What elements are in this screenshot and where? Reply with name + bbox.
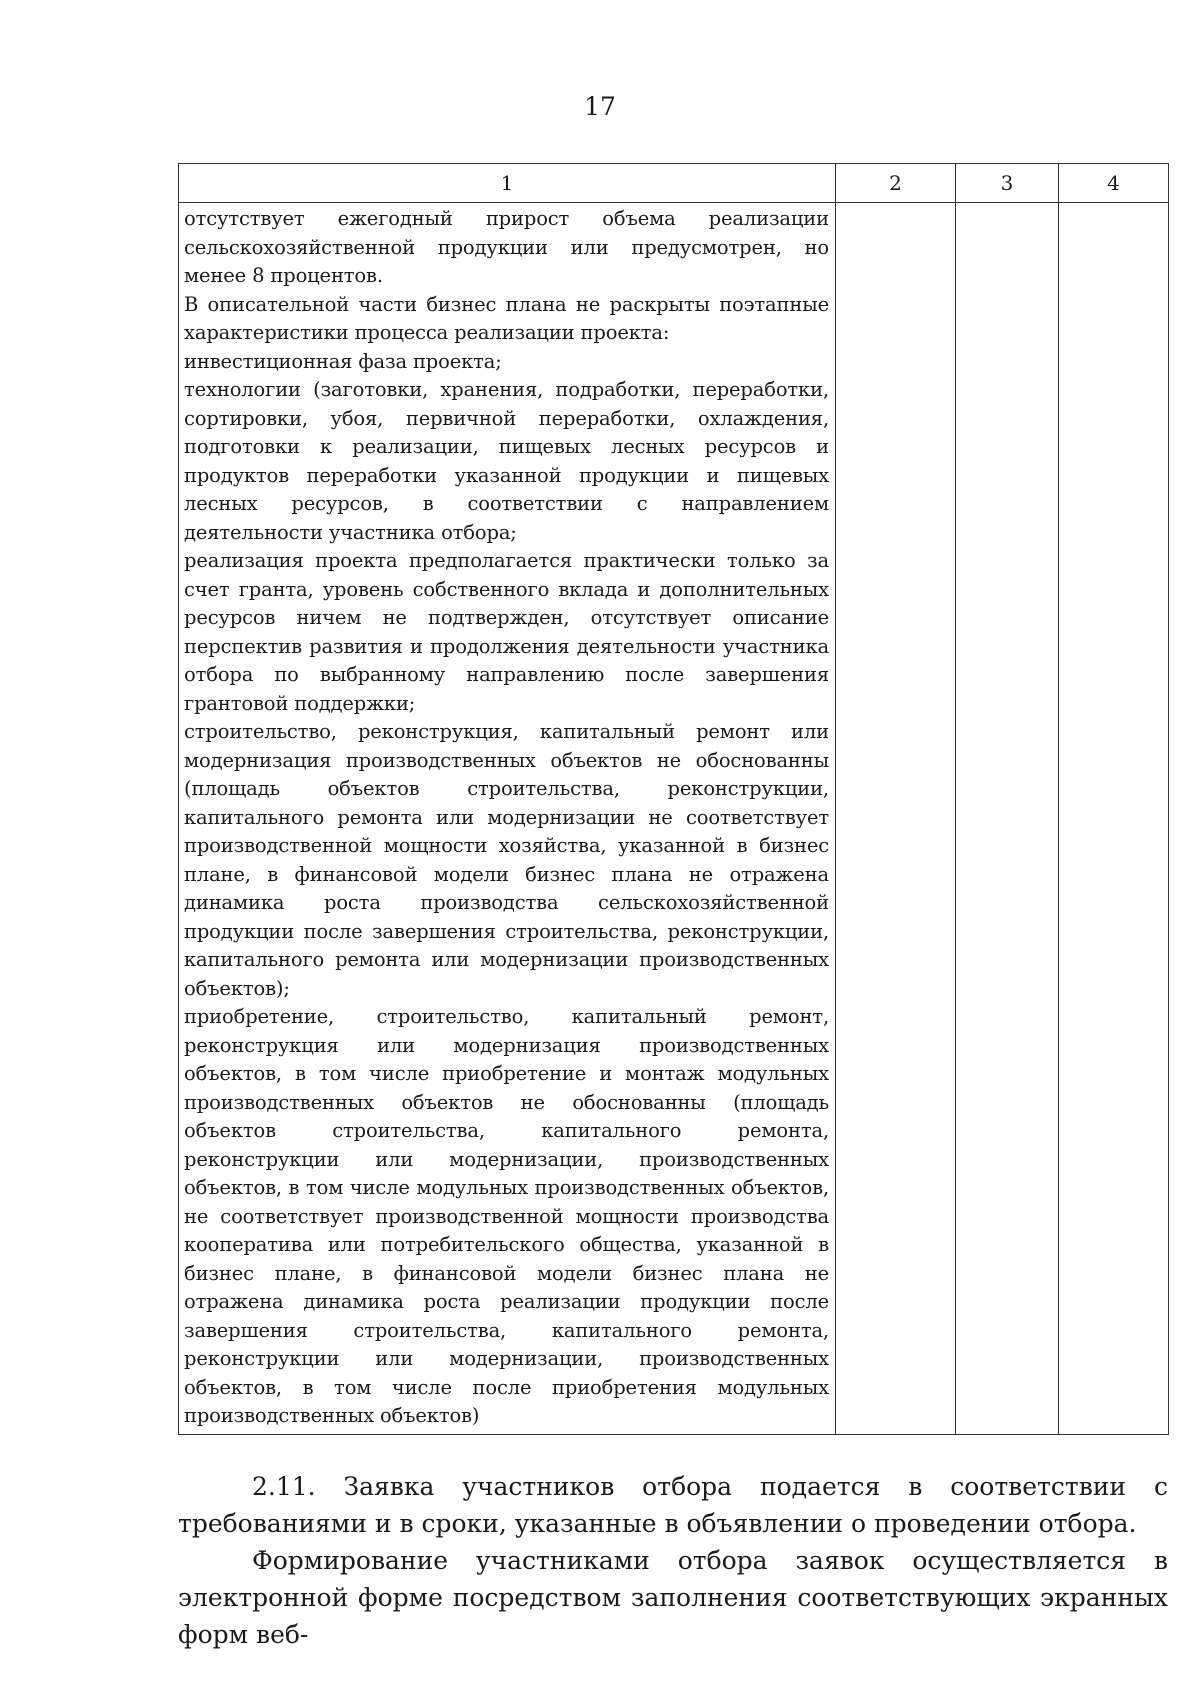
table-row (179, 203, 1169, 1435)
body-text (178, 1468, 1168, 1653)
criteria-paragraph: реализация проекта предполагается практически только за счет гранта, уровень собственного вклада и дополнительных ресурсов ничем не подтвержден, отсутствует описание перспектив развития и продолжения деятельности участника отбора по выбранному направлению после завершения грантовой поддержки; (184, 549, 829, 715)
page-number: 17 (584, 92, 616, 121)
table-header-row (179, 164, 1169, 203)
empty-cell-2 (836, 203, 956, 1435)
empty-cell-3 (956, 203, 1059, 1435)
criteria-paragraph: отсутствует ежегодный прирост объема реализации сельскохозяйственной продукции или предусмотрен, но менее 8 процентов. (184, 207, 829, 287)
body-paragraph: 2.11. Заявка участников отбора подается в соответствии с требованиями и в сроки, указанные в объявлении о проведении отбора. (178, 1472, 1168, 1538)
criteria-paragraph: технологии (заготовки, хранения, подработки, переработки, сортировки, убоя, первичной переработки, охлаждения, подготовки к реализации, пищевых лесных ресурсов и продуктов переработки указанной продукции и пищевых лесных ресурсов, в соответствии с направлением деятельности участника отбора; (184, 378, 829, 544)
criteria-paragraph: строительство, реконструкция, капитальный ремонт или модернизация производственных объектов не обоснованны (площадь объектов строительства, реконструкции, капитального ремонта или модернизации не соответствует производственной мощности хозяйства, указанной в бизнес плане, в финансовой модели бизнес плана не отражена динамика роста производства сельскохозяйственной продукции после завершения строительства, реконструкции, капитального ремонта или модернизации производственных объектов); (184, 720, 829, 1000)
criteria-paragraph: инвестиционная фаза проекта; (184, 349, 502, 373)
criteria-table (178, 163, 1169, 1435)
column-header-2: 2 (836, 164, 956, 203)
column-header-3: 3 (956, 164, 1059, 203)
column-header-1: 1 (179, 164, 836, 203)
body-paragraph: Формирование участниками отбора заявок осуществляется в электронной форме посредством заполнения соответствующих экранных форм веб- (178, 1546, 1168, 1649)
criteria-cell (179, 203, 836, 1435)
criteria-paragraph: В описательной части бизнес плана не раскрыты поэтапные характеристики процесса реализации проекта: (184, 292, 829, 344)
column-header-4: 4 (1059, 164, 1169, 203)
empty-cell-4 (1059, 203, 1169, 1435)
criteria-paragraph: приобретение, строительство, капитальный ремонт, реконструкция или модернизация производственных объектов, в том числе приобретение и монтаж модульных производственных объектов не обоснованны (площадь объектов строительства, капитального ремонта, реконструкции или модернизации, производственных объектов, в том числе модульных производственных объектов, не соответствует производственной мощности производства кооператива или потребительского общества, указанной в бизнес плане, в финансовой модели бизнес плана не отражена динамика роста реализации продукции после завершения строительства, капитального ремонта, реконструкции или модернизации, производственных объектов, в том числе после приобретения модульных производственных объектов) (184, 1005, 829, 1427)
